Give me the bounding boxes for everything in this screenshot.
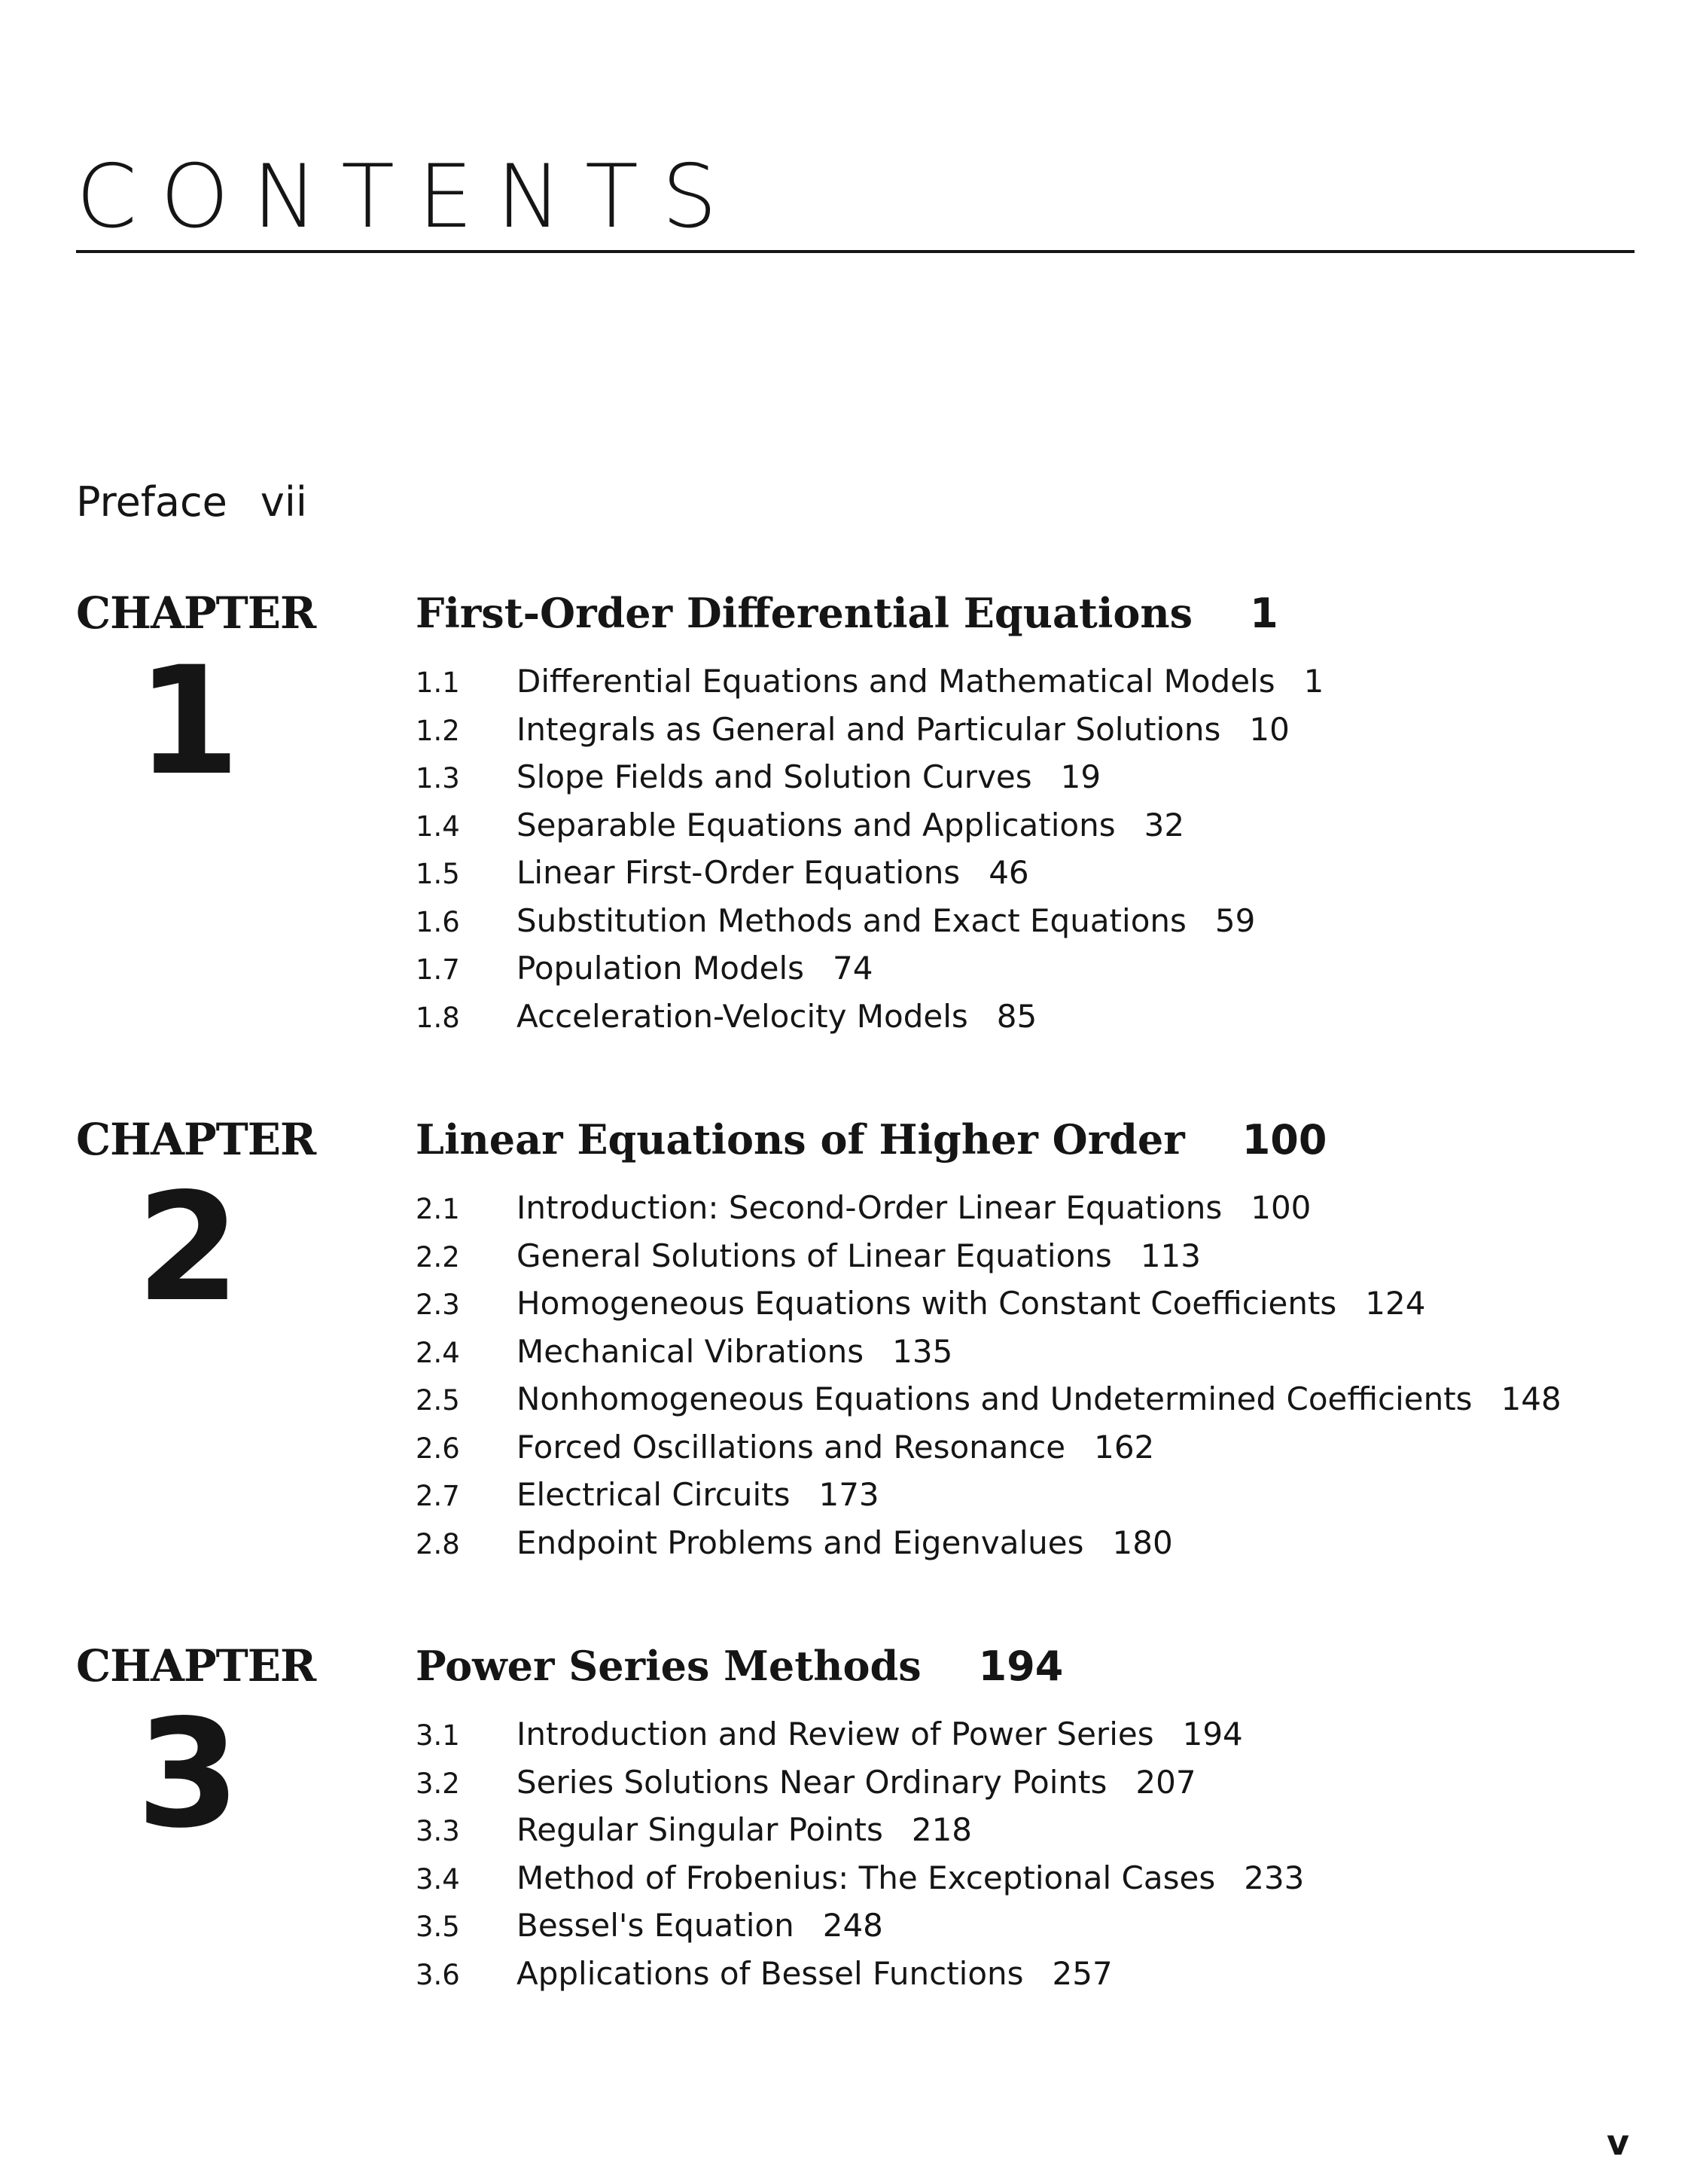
section-number: 3.4 [416,1862,460,1896]
chapter-title-text: Power Series Methods [416,1642,922,1690]
chapter-number: 1 [136,634,240,808]
section-number: 2.7 [416,1480,460,1512]
section-number: 1.6 [416,905,460,938]
section-entry[interactable] [416,1902,1304,1951]
section-list [416,1185,1561,1567]
section-page: 173 [818,1476,879,1513]
section-title: Differential Equations and Mathematical Models [516,663,1275,700]
section-title: Introduction and Review of Power Series [516,1716,1154,1752]
section-number: 2.3 [416,1289,460,1321]
section-entry[interactable] [416,658,1324,706]
section-title: Regular Singular Points [516,1811,883,1848]
section-page: 100 [1251,1189,1312,1226]
chapter-label: CHAPTER [76,587,316,639]
section-entry[interactable] [416,1807,1304,1855]
section-entry[interactable] [416,1185,1561,1233]
section-page: 194 [1182,1716,1243,1752]
section-number: 1.7 [416,953,460,986]
section-title: Integrals as General and Particular Solutions [516,710,1221,748]
section-number: 3.5 [416,1911,460,1943]
section-title: Method of Frobenius: The Exceptional Cases [516,1859,1216,1896]
section-number: 1.8 [416,1001,460,1034]
section-page: 124 [1365,1285,1426,1322]
section-number: 3.6 [416,1958,460,1991]
section-number: 2.8 [416,1527,460,1560]
section-page: 113 [1140,1237,1201,1274]
section-title: Linear First-Order Equations [516,854,961,891]
section-page: 10 [1249,710,1290,748]
section-list [416,658,1324,1041]
section-page: 59 [1214,901,1256,939]
section-title: Introduction: Second-Order Linear Equations [516,1189,1223,1226]
chapter-label: CHAPTER [76,1114,316,1165]
section-page: 32 [1144,806,1185,843]
section-number: 1.1 [416,666,460,699]
page-title: CONTENTS [76,146,741,248]
section-title: Slope Fields and Solution Curves [516,758,1032,795]
chapter-title-text: Linear Equations of Higher Order [416,1115,1185,1164]
section-entry[interactable] [416,1472,1561,1520]
section-title: Endpoint Problems and Eigenvalues [516,1524,1084,1561]
section-number: 2.2 [416,1240,460,1273]
page-heading [76,145,1635,253]
section-page: 233 [1244,1859,1305,1896]
section-entry[interactable] [416,1280,1561,1328]
section-entry[interactable] [416,754,1324,802]
section-page: 248 [822,1907,883,1944]
section-title: Separable Equations and Applications [516,806,1116,843]
section-entry[interactable] [416,802,1324,850]
section-page: 218 [911,1811,973,1848]
section-page: 180 [1112,1524,1173,1561]
section-entry[interactable] [416,706,1324,755]
section-entry[interactable] [416,1759,1304,1807]
section-number: 1.5 [416,858,460,890]
section-number: 2.1 [416,1193,460,1225]
section-entry[interactable] [416,898,1324,946]
section-entry[interactable] [416,1233,1561,1281]
section-page: 1 [1303,663,1324,700]
section-title: Forced Oscillations and Resonance [516,1428,1066,1466]
section-page: 257 [1052,1954,1113,1992]
preface-label: Preface [76,478,227,526]
section-list [416,1711,1304,1998]
page-folio: v [1607,2122,1629,2163]
section-title: Bessel's Equation [516,1907,794,1944]
chapter-title[interactable] [416,586,1278,641]
section-entry[interactable] [416,945,1324,993]
section-number: 3.2 [416,1767,460,1800]
chapter-title[interactable] [416,1639,1063,1694]
section-entry[interactable] [416,850,1324,898]
section-title: Acceleration-Velocity Models [516,997,968,1035]
section-page: 19 [1060,758,1101,795]
section-title: Homogeneous Equations with Constant Coefficients [516,1285,1337,1322]
section-title: Mechanical Vibrations [516,1332,864,1370]
chapter-page: 100 [1242,1116,1327,1164]
section-entry[interactable] [416,1376,1561,1424]
section-entry[interactable] [416,1855,1304,1903]
section-page: 207 [1135,1763,1196,1801]
section-number: 2.4 [416,1336,460,1369]
section-page: 148 [1501,1380,1561,1417]
section-number: 2.5 [416,1384,460,1417]
chapter-1 [0,586,1694,1068]
section-page: 135 [892,1332,953,1370]
section-number: 3.1 [416,1719,460,1752]
section-number: 2.6 [416,1432,460,1465]
preface-entry[interactable] [76,476,307,529]
chapter-3 [0,1639,1694,2121]
section-number: 1.2 [416,714,460,747]
chapter-title-text: First-Order Differential Equations [416,589,1193,637]
section-title: Series Solutions Near Ordinary Points [516,1763,1107,1801]
section-entry[interactable] [416,1951,1304,1999]
section-page: 162 [1094,1428,1155,1466]
section-number: 1.3 [416,762,460,795]
section-page: 85 [996,997,1037,1035]
section-title: Substitution Methods and Exact Equations [516,901,1187,939]
chapter-title[interactable] [416,1112,1327,1167]
section-number: 3.3 [416,1815,460,1847]
chapter-label: CHAPTER [76,1640,316,1691]
chapter-page: 1 [1250,590,1278,637]
section-title: General Solutions of Linear Equations [516,1237,1112,1274]
preface-page: vii [260,478,307,526]
chapter-2 [0,1112,1694,1594]
section-page: 74 [833,950,873,987]
section-page: 46 [989,854,1029,891]
section-title: Population Models [516,950,804,987]
chapter-page: 194 [978,1643,1064,1690]
section-title: Applications of Bessel Functions [516,1954,1024,1992]
section-title: Nonhomogeneous Equations and Undetermined Coefficients [516,1380,1473,1417]
section-title: Electrical Circuits [516,1476,791,1513]
section-entry[interactable] [416,1711,1304,1759]
section-entry[interactable] [416,1328,1561,1377]
chapter-number: 3 [136,1687,240,1861]
chapter-number: 2 [136,1161,240,1334]
section-number: 1.4 [416,810,460,843]
section-entry[interactable] [416,993,1324,1042]
section-entry[interactable] [416,1520,1561,1568]
section-entry[interactable] [416,1424,1561,1472]
